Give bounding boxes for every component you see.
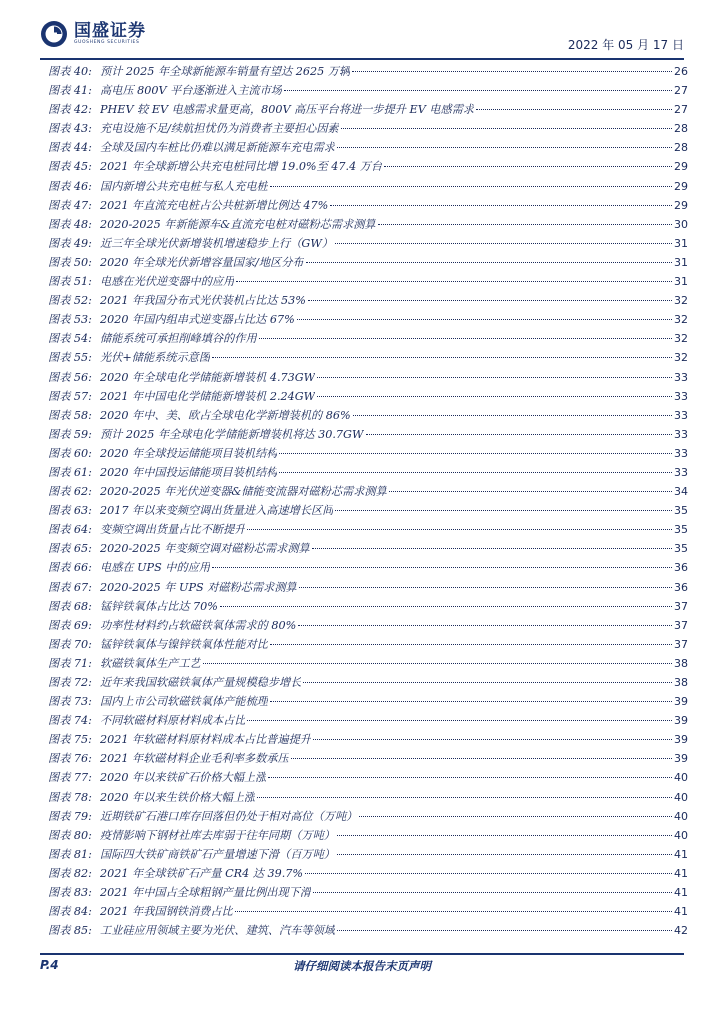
toc-entry-title: 2017 年以来变频空调出货量进入高速增长区间 (100, 504, 334, 518)
toc-entry-label: 图表 85: (48, 924, 92, 938)
toc-dot-leader (270, 644, 672, 645)
toc-entry-label: 图表 80: (48, 828, 92, 842)
toc-entry[interactable] (48, 120, 688, 139)
toc-entry[interactable] (48, 349, 688, 368)
toc-entry[interactable] (48, 521, 688, 540)
toc-entry-label: 图表 48: (48, 217, 92, 231)
toc-entry-page: 31 (674, 236, 688, 250)
toc-entry-page: 33 (674, 446, 688, 460)
toc-entry-title: 预计 2025 年全球新能源车销量有望达 2625 万辆 (100, 65, 351, 78)
toc-dot-leader (303, 682, 672, 683)
toc-entry[interactable] (48, 750, 688, 769)
toc-dot-leader (313, 892, 672, 893)
toc-entry-page: 29 (674, 160, 688, 174)
toc-entry-label: 图表 40: (48, 65, 92, 78)
toc-entry-title: 不同软磁材料原材料成本占比 (100, 714, 246, 728)
toc-entry-page: 37 (674, 637, 688, 651)
toc-entry-page: 37 (674, 599, 688, 613)
toc-entry-label: 图表 46: (48, 179, 92, 193)
toc-entry-label: 图表 52: (48, 294, 92, 308)
toc-entry-label: 图表 79: (48, 809, 92, 823)
toc-entry-title: 2021 年中国电化学储能新增装机 2.24GW (100, 389, 316, 403)
toc-entry-title: 2021 年我国钢铁消费占比 (100, 905, 233, 919)
toc-entry-page: 40 (674, 809, 688, 823)
toc-entry[interactable] (48, 407, 688, 426)
toc-entry-page: 40 (674, 828, 688, 842)
toc-entry-page: 31 (674, 275, 688, 289)
toc-entry-title: 锰锌铁氧体与镍锌铁氧体性能对比 (100, 637, 268, 651)
report-date: 2022 年 05 月 17 日 (567, 38, 684, 52)
toc-entry-label: 图表 81: (48, 847, 92, 861)
header-divider (40, 58, 684, 60)
toc-entry-title: 2020-2025 年新能源车&直流充电桩对磁粉芯需求测算 (100, 217, 376, 231)
toc-entry-label: 图表 62: (48, 485, 92, 499)
toc-entry-title: 2020 年中国投运储能项目装机结构 (100, 465, 278, 479)
toc-entry[interactable] (48, 178, 688, 197)
toc-entry-title: 2021 年全球新增公共充电桩同比增 19.0%至 47.4 万台 (100, 160, 383, 174)
toc-entry-label: 图表 61: (48, 465, 92, 479)
toc-entry-title: 2020 年全球电化学储能新增装机 4.73GW (100, 370, 316, 384)
toc-entry-title: 变频空调出货量占比不断提升 (100, 523, 246, 537)
toc-entry-label: 图表 56: (48, 370, 92, 384)
toc-entry[interactable] (48, 674, 688, 693)
page-number: P.4 (40, 958, 59, 972)
toc-dot-leader (337, 147, 672, 148)
toc-entry-title: 软磁铁氧体生产工艺 (100, 656, 201, 670)
toc-entry-title: 国内上市公司软磁铁氧体产能梳理 (100, 695, 268, 709)
toc-entry[interactable] (48, 63, 688, 82)
figure-index-list (48, 63, 688, 941)
toc-entry-title: 预计 2025 年全球电化学储能新增装机将达 30.7GW (100, 427, 364, 441)
toc-entry-label: 图表 69: (48, 618, 92, 632)
toc-entry-title: 电感在 UPS 中的应用 (100, 561, 211, 575)
toc-entry[interactable] (48, 502, 688, 521)
toc-entry-page: 41 (674, 866, 688, 880)
logo-english-name: GUOSHENG SECURITIES (74, 40, 140, 45)
toc-entry[interactable] (48, 235, 688, 254)
toc-dot-leader (378, 224, 672, 225)
toc-entry[interactable] (48, 426, 688, 445)
toc-entry[interactable] (48, 330, 688, 349)
toc-entry-title: 2020 年国内组串式逆变器占比达 67% (100, 313, 295, 327)
toc-entry[interactable] (48, 483, 688, 502)
toc-entry-page: 34 (674, 485, 688, 499)
toc-dot-leader (476, 109, 672, 110)
toc-entry-page: 33 (674, 465, 688, 479)
toc-dot-leader (341, 128, 672, 129)
toc-entry[interactable] (48, 922, 688, 941)
toc-entry-title: 储能系统可承担削峰填谷的作用 (100, 332, 257, 346)
toc-dot-leader (337, 930, 672, 931)
toc-entry-label: 图表 70: (48, 637, 92, 651)
toc-entry-page: 27 (674, 103, 688, 117)
toc-dot-leader (212, 567, 672, 568)
toc-entry-page: 38 (674, 656, 688, 670)
toc-entry[interactable] (48, 273, 688, 292)
toc-entry-page: 42 (674, 924, 688, 938)
toc-dot-leader (305, 873, 672, 874)
toc-entry[interactable] (48, 827, 688, 846)
toc-entry-page: 33 (674, 389, 688, 403)
toc-entry-label: 图表 50: (48, 255, 92, 269)
toc-dot-leader (203, 663, 672, 664)
toc-dot-leader (337, 854, 672, 855)
toc-entry[interactable] (48, 292, 688, 311)
toc-entry-page: 26 (674, 65, 688, 78)
toc-entry-page: 33 (674, 370, 688, 384)
toc-entry-label: 图表 55: (48, 351, 92, 365)
toc-entry-title: 近期铁矿石港口库存回落但仍处于相对高位（万吨） (100, 809, 358, 823)
toc-entry[interactable] (48, 158, 688, 177)
toc-entry-title: 充电设施不足/续航担忧仍为消费者主要担心因素 (100, 122, 339, 136)
toc-entry[interactable] (48, 865, 688, 884)
toc-entry-label: 图表 66: (48, 561, 92, 575)
toc-entry-title: 锰锌铁氧体占比达 70% (100, 599, 218, 613)
toc-entry-page: 39 (674, 733, 688, 747)
toc-entry-title: 2020 年全球投运储能项目装机结构 (100, 446, 278, 460)
toc-entry[interactable] (48, 655, 688, 674)
toc-dot-leader (337, 835, 672, 836)
toc-entry-page: 33 (674, 427, 688, 441)
toc-entry[interactable] (48, 731, 688, 750)
toc-entry-page: 33 (674, 408, 688, 422)
toc-entry-title: PHEV 较 EV 电感需求量更高，800V 高压平台将进一步提升 EV 电感需求 (100, 103, 475, 117)
toc-entry-label: 图表 82: (48, 866, 92, 880)
toc-entry-label: 图表 67: (48, 580, 92, 594)
toc-dot-leader (284, 90, 672, 91)
toc-entry[interactable] (48, 82, 688, 101)
toc-dot-leader (317, 396, 672, 397)
toc-entry-title: 近年来我国软磁铁氧体产量规模稳步增长 (100, 676, 302, 689)
toc-dot-leader (306, 262, 672, 263)
toc-entry[interactable] (48, 712, 688, 731)
toc-entry-page: 37 (674, 618, 688, 632)
toc-entry-page: 40 (674, 771, 688, 785)
toc-entry-label: 图表 49: (48, 236, 92, 250)
toc-entry-label: 图表 73: (48, 695, 92, 709)
toc-dot-leader (308, 300, 672, 301)
toc-entry[interactable] (48, 311, 688, 330)
toc-entry-title: 2021 年中国占全球粗钢产量比例出现下滑 (100, 886, 312, 900)
toc-entry[interactable] (48, 254, 688, 273)
toc-entry-title: 全球及国内车桩比仍难以满足新能源车充电需求 (100, 141, 335, 155)
toc-dot-leader (335, 510, 672, 511)
toc-entry-label: 图表 47: (48, 198, 92, 212)
toc-entry[interactable] (48, 464, 688, 483)
toc-dot-leader (297, 319, 672, 320)
toc-entry[interactable] (48, 903, 688, 922)
page-header (0, 0, 724, 62)
toc-entry-page: 29 (674, 179, 688, 193)
toc-dot-leader (268, 777, 672, 778)
toc-dot-leader (291, 758, 672, 759)
toc-dot-leader (330, 205, 672, 206)
toc-entry-label: 图表 54: (48, 332, 92, 346)
toc-entry-page: 39 (674, 695, 688, 709)
toc-dot-leader (353, 415, 672, 416)
toc-entry[interactable] (48, 769, 688, 788)
toc-entry-page: 41 (674, 886, 688, 900)
toc-dot-leader (389, 491, 672, 492)
toc-entry-page: 29 (674, 198, 688, 212)
toc-entry[interactable] (48, 445, 688, 464)
toc-entry[interactable] (48, 197, 688, 216)
toc-entry[interactable] (48, 101, 688, 120)
toc-dot-leader (366, 434, 673, 435)
toc-entry-page: 39 (674, 714, 688, 728)
toc-entry-page: 35 (674, 504, 688, 518)
toc-entry-page: 39 (674, 752, 688, 766)
toc-dot-leader (313, 739, 672, 740)
toc-entry-page: 32 (674, 313, 688, 327)
toc-entry[interactable] (48, 693, 688, 712)
toc-entry[interactable] (48, 598, 688, 617)
toc-entry-title: 2021 年全球铁矿石产量 CR4 达 39.7% (100, 866, 304, 880)
toc-entry[interactable] (48, 540, 688, 559)
toc-entry-label: 图表 68: (48, 599, 92, 613)
toc-entry-title: 2021 年直流充电桩占公共桩新增比例达 47% (100, 198, 329, 212)
toc-entry[interactable] (48, 808, 688, 827)
toc-entry-label: 图表 51: (48, 275, 92, 289)
toc-entry-title: 2021 年我国分布式光伏装机占比达 53% (100, 294, 306, 308)
toc-entry-label: 图表 77: (48, 771, 92, 785)
toc-entry-title: 2020 年中、美、欧占全球电化学新增装机的 86% (100, 408, 351, 422)
toc-entry-page: 41 (674, 905, 688, 919)
toc-entry[interactable] (48, 369, 688, 388)
toc-dot-leader (257, 797, 672, 798)
toc-entry-label: 图表 84: (48, 905, 92, 919)
toc-entry-page: 32 (674, 332, 688, 346)
toc-entry-title: 2021 年软磁材料企业毛利率多数承压 (100, 752, 289, 766)
toc-entry-label: 图表 76: (48, 752, 92, 766)
toc-entry-title: 2020-2025 年光伏逆变器&储能变流器对磁粉芯需求测算 (100, 485, 387, 499)
toc-entry-label: 图表 45: (48, 160, 92, 174)
toc-entry-label: 图表 63: (48, 504, 92, 518)
toc-dot-leader (220, 606, 672, 607)
toc-entry-title: 电感在光伏逆变器中的应用 (100, 275, 235, 289)
toc-entry[interactable] (48, 559, 688, 578)
toc-entry-label: 图表 59: (48, 427, 92, 441)
toc-dot-leader (259, 338, 672, 339)
toc-entry-title: 2021 年软磁材料原材料成本占比普遍提升 (100, 733, 312, 747)
toc-dot-leader (270, 186, 672, 187)
toc-dot-leader (352, 71, 672, 72)
toc-entry-title: 疫情影响下钢材社库去库弱于往年同期（万吨） (100, 828, 335, 842)
toc-entry-label: 图表 74: (48, 714, 92, 728)
toc-dot-leader (235, 911, 672, 912)
toc-dot-leader (236, 281, 672, 282)
toc-dot-leader (212, 357, 672, 358)
toc-entry-label: 图表 58: (48, 408, 92, 422)
toc-entry[interactable] (48, 139, 688, 158)
toc-entry-label: 图表 57: (48, 389, 92, 403)
toc-entry[interactable] (48, 617, 688, 636)
toc-entry[interactable] (48, 846, 688, 865)
toc-entry-page: 32 (674, 351, 688, 365)
toc-dot-leader (247, 720, 672, 721)
toc-entry[interactable] (48, 884, 688, 903)
toc-entry-title: 高电压 800V 平台逐渐进入主流市场 (100, 84, 282, 98)
toc-dot-leader (298, 625, 672, 626)
toc-entry[interactable] (48, 216, 688, 235)
toc-entry-page: 35 (674, 523, 688, 537)
toc-entry-title: 2020 年以来铁矿石价格大幅上涨 (100, 771, 267, 785)
toc-entry-label: 图表 64: (48, 523, 92, 537)
toc-entry-title: 光伏+储能系统示意图 (100, 351, 211, 365)
toc-entry-title: 2020-2025 年变频空调对磁粉芯需求测算 (100, 542, 310, 556)
toc-entry-title: 2020-2025 年 UPS 对磁粉芯需求测算 (100, 580, 297, 594)
toc-entry-label: 图表 83: (48, 886, 92, 900)
toc-entry[interactable] (48, 388, 688, 407)
toc-dot-leader (247, 529, 672, 530)
toc-entry-page: 36 (674, 580, 688, 594)
toc-entry-page: 41 (674, 847, 688, 861)
toc-entry-label: 图表 42: (48, 103, 92, 117)
toc-dot-leader (270, 701, 672, 702)
toc-entry-page: 28 (674, 141, 688, 155)
footer-divider (40, 953, 684, 955)
toc-entry-label: 图表 72: (48, 676, 92, 689)
toc-entry[interactable] (48, 579, 688, 598)
toc-entry-page: 31 (674, 255, 688, 269)
toc-dot-leader (384, 166, 672, 167)
toc-dot-leader (299, 587, 672, 588)
toc-entry-label: 图表 75: (48, 733, 92, 747)
toc-entry-page: 32 (674, 294, 688, 308)
toc-entry-label: 图表 65: (48, 542, 92, 556)
toc-dot-leader (279, 472, 672, 473)
company-logo (40, 20, 146, 48)
toc-entry-title: 近三年全球光伏新增装机增速稳步上行（GW） (100, 236, 333, 250)
toc-entry-title: 2020 年全球光伏新增容量国家/地区分布 (100, 255, 304, 269)
toc-entry-label: 图表 78: (48, 790, 92, 804)
toc-entry-page: 38 (674, 676, 688, 689)
guosheng-logo-icon (40, 20, 68, 48)
toc-dot-leader (335, 243, 672, 244)
toc-entry-label: 图表 71: (48, 656, 92, 670)
toc-entry-title: 功率性材料约占软磁铁氧体需求的 80% (100, 618, 297, 632)
toc-entry-page: 40 (674, 790, 688, 804)
toc-entry[interactable] (48, 636, 688, 655)
toc-entry-label: 图表 60: (48, 446, 92, 460)
toc-entry-title: 2020 年以来生铁价格大幅上涨 (100, 790, 256, 804)
toc-entry-page: 27 (674, 84, 688, 98)
toc-entry-title: 工业硅应用领域主要为光伏、建筑、汽车等领域 (100, 924, 335, 938)
toc-entry-title: 国际四大铁矿商铁矿石产量增速下滑（百万吨） (100, 847, 335, 861)
toc-entry[interactable] (48, 789, 688, 808)
toc-dot-leader (312, 548, 672, 549)
toc-entry-label: 图表 44: (48, 141, 92, 155)
toc-dot-leader (359, 816, 672, 817)
toc-entry-label: 图表 41: (48, 84, 92, 98)
toc-dot-leader (279, 453, 672, 454)
toc-entry-page: 28 (674, 122, 688, 136)
logo-chinese-name: 国盛证券 (74, 21, 146, 41)
toc-entry-page: 36 (674, 561, 688, 575)
toc-entry-label: 图表 43: (48, 122, 92, 136)
toc-entry-label: 图表 53: (48, 313, 92, 327)
toc-dot-leader (317, 377, 672, 378)
toc-entry-page: 35 (674, 542, 688, 556)
toc-entry-page: 30 (674, 217, 688, 231)
toc-entry-title: 国内新增公共充电桩与私人充电桩 (100, 179, 268, 193)
disclaimer-note: 请仔细阅读本报告末页声明 (293, 959, 431, 973)
